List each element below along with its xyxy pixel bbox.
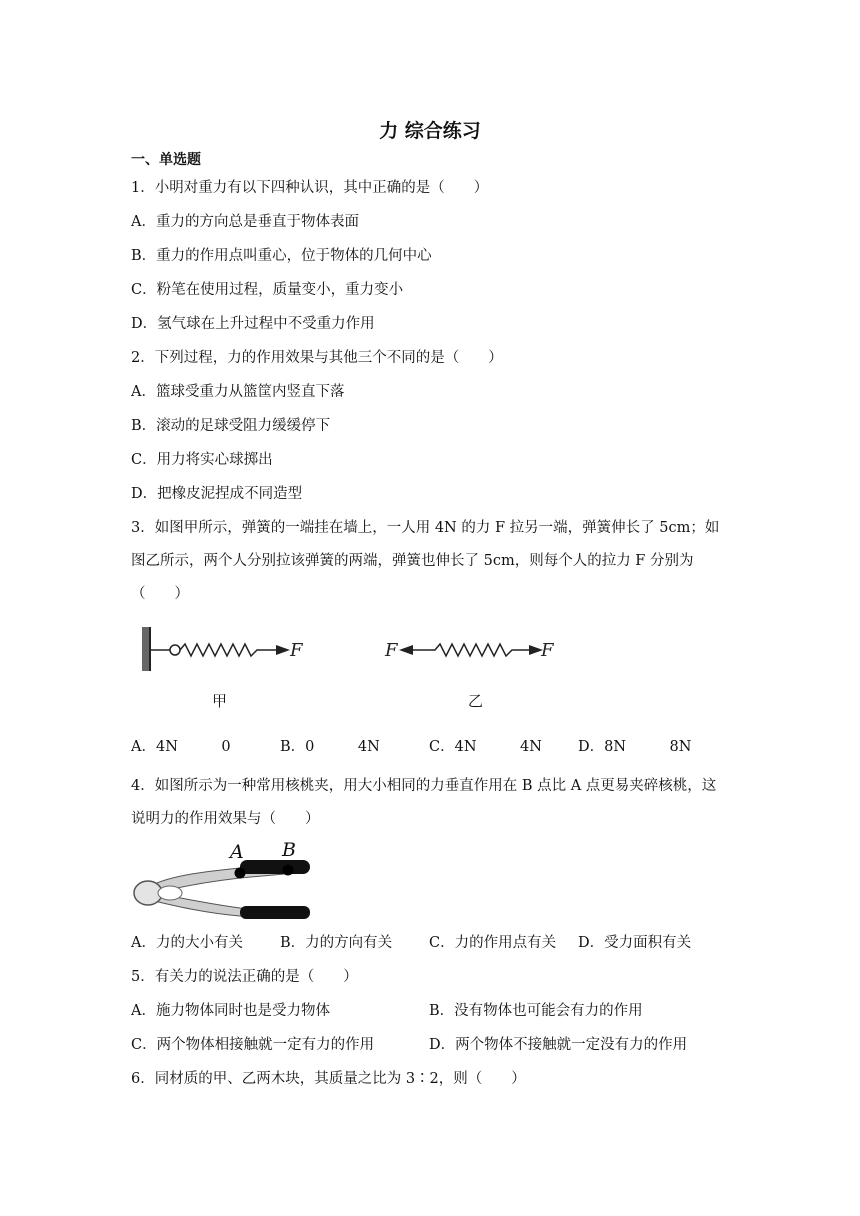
spring-coil-icon bbox=[180, 644, 278, 656]
question-2-option-b: B．滚动的足球受阻力缓缓停下 bbox=[131, 418, 331, 434]
figure-label-yi: 乙 bbox=[468, 692, 484, 710]
arrow-left-icon bbox=[399, 645, 413, 655]
question-5-stem: 5．有关力的说法正确的是（ ） bbox=[131, 969, 358, 985]
question-4-option-b: B．力的方向有关 bbox=[280, 935, 393, 951]
spring-two-ends-figure bbox=[383, 632, 563, 668]
section-heading: 一、单选题 bbox=[131, 152, 201, 168]
question-3-option-c: C．4N 4N bbox=[429, 739, 542, 755]
question-6-stem: 6．同材质的甲、乙两木块，其质量之比为 3∶2，则（ ） bbox=[131, 1071, 526, 1087]
question-4-option-d: D．受力面积有关 bbox=[578, 935, 692, 951]
spring-coil-icon bbox=[413, 644, 531, 656]
question-4-option-c: C．力的作用点有关 bbox=[429, 935, 557, 951]
hook-ring-icon bbox=[170, 645, 180, 655]
force-label-f: F bbox=[290, 640, 303, 661]
question-3-option-b: B．0 4N bbox=[280, 739, 380, 755]
question-1-option-a: A．重力的方向总是垂直于物体表面 bbox=[131, 214, 359, 230]
question-1-option-b: B．重力的作用点叫重心，位于物体的几何中心 bbox=[131, 248, 432, 264]
question-3-option-d: D．8N 8N bbox=[578, 739, 692, 755]
question-1-option-c: C．粉笔在使用过程，质量变小，重力变小 bbox=[131, 282, 404, 298]
question-2-option-c: C．用力将实心球掷出 bbox=[131, 452, 273, 468]
force-label-f-left: F bbox=[385, 640, 398, 661]
figure-label-jia: 甲 bbox=[212, 692, 228, 710]
question-3-stem-line-2: 图乙所示，两个人分别拉该弹簧的两端，弹簧也伸长了 5cm，则每个人的拉力 F 分别为 bbox=[131, 553, 694, 569]
question-1-option-d: D．氢气球在上升过程中不受重力作用 bbox=[131, 316, 375, 332]
question-1-stem: 1．小明对重力有以下四种认识，其中正确的是（ ） bbox=[131, 180, 489, 196]
question-3-stem-line-1: 3．如图甲所示，弹簧的一端挂在墙上，一人用 4N 的力 F 拉另一端，弹簧伸长了 5cm；如 bbox=[131, 520, 720, 536]
question-2-option-d: D．把橡皮泥捏成不同造型 bbox=[131, 486, 303, 502]
nutcracker-figure bbox=[130, 838, 320, 923]
wall-icon bbox=[142, 627, 150, 671]
question-4-option-a: A．力的大小有关 bbox=[131, 935, 243, 951]
lower-grip-icon bbox=[240, 906, 310, 919]
question-5-option-a: A．施力物体同时也是受力物体 bbox=[131, 1003, 330, 1019]
force-label-f-right: F bbox=[541, 640, 554, 661]
point-b-marker bbox=[283, 865, 294, 876]
upper-grip-icon bbox=[240, 860, 310, 874]
question-5-option-c: C．两个物体相接触就一定有力的作用 bbox=[131, 1037, 375, 1053]
question-3-stem-line-3: （ ） bbox=[131, 586, 189, 602]
question-2-stem: 2．下列过程，力的作用效果与其他三个不同的是（ ） bbox=[131, 350, 503, 366]
point-a-marker bbox=[235, 868, 246, 879]
spring-wall-figure bbox=[140, 625, 320, 675]
question-3-option-a: A．4N 0 bbox=[131, 739, 231, 755]
arrow-right-icon bbox=[276, 645, 290, 655]
question-4-stem-line-1: 4．如图所示为一种常用核桃夹，用大小相同的力垂直作用在 B 点比 A 点更易夹碎核桃，这 bbox=[131, 778, 717, 794]
question-2-option-a: A．篮球受重力从篮筐内竖直下落 bbox=[131, 384, 345, 400]
question-5-option-b: B．没有物体也可能会有力的作用 bbox=[429, 1003, 643, 1019]
point-b-label: B bbox=[282, 839, 296, 861]
question-5-option-d: D．两个物体不接触就一定没有力的作用 bbox=[429, 1037, 688, 1053]
question-4-stem-line-2: 说明力的作用效果与（ ） bbox=[131, 811, 320, 827]
point-a-label: A bbox=[230, 841, 244, 863]
page-title: 力 综合练习 bbox=[379, 120, 481, 142]
